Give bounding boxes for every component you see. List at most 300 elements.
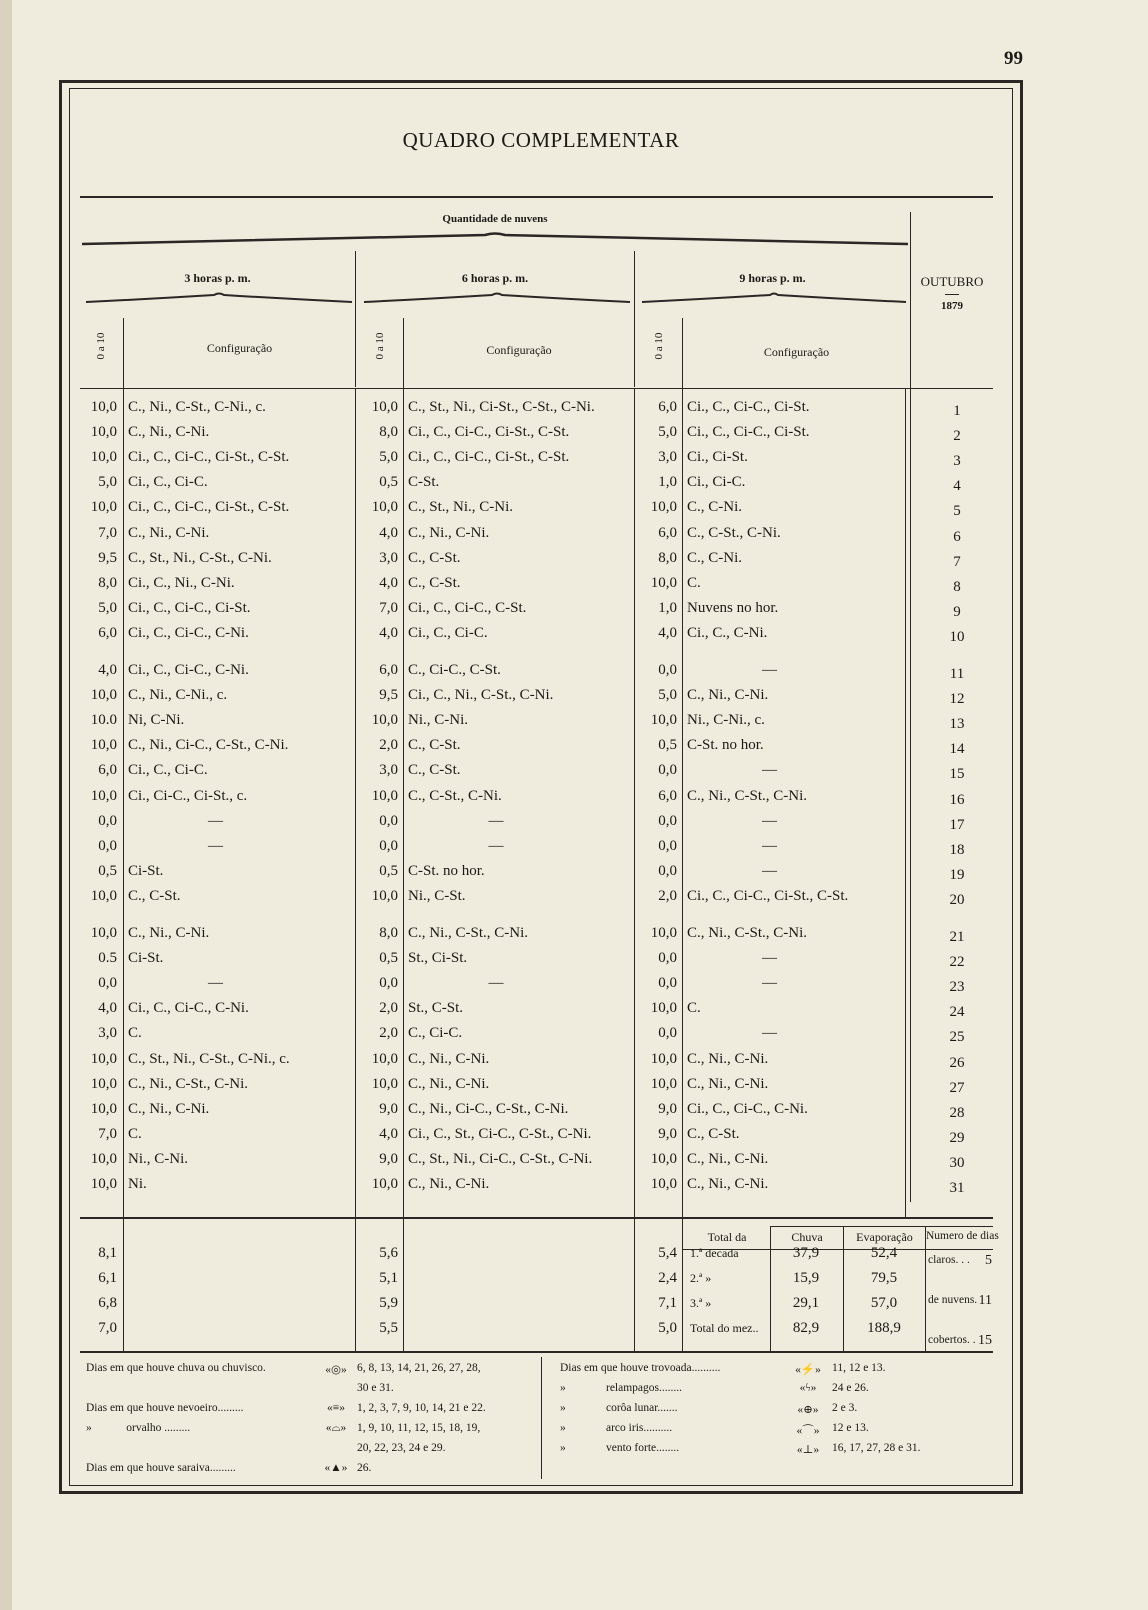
amount-9pm: 9,0 <box>658 1126 677 1142</box>
config-9pm: C. <box>687 1000 701 1016</box>
total-header: Total da <box>707 1230 747 1244</box>
day-number: 1 <box>953 403 961 419</box>
group-header: Quantidade de nuvens <box>442 213 548 225</box>
summary-header-top <box>770 1226 993 1227</box>
amount-9pm: 10,0 <box>650 925 677 941</box>
amount-6pm: 10,0 <box>371 1176 398 1192</box>
day-number: 23 <box>949 979 965 995</box>
amount-9pm: 10,0 <box>650 1000 677 1016</box>
evaporation-total: 57,0 <box>870 1295 898 1311</box>
amount-6pm: 2,0 <box>379 1000 398 1016</box>
config-9pm: C., C-Ni. <box>687 550 743 566</box>
amount-header-6pm: 0 a 10 <box>374 332 386 360</box>
config-3pm: Ci., Ci-C., Ci-St., c. <box>128 788 248 804</box>
day-number: 6 <box>953 529 961 545</box>
amount-3pm: 0.5 <box>98 950 117 966</box>
rain-total: 37,9 <box>792 1245 820 1261</box>
config-9pm: Ci., C., Ci-C., C-Ni. <box>687 1101 808 1117</box>
amount-9pm: 1,0 <box>658 474 677 490</box>
days-value: 11 <box>978 1293 992 1308</box>
config-9pm: Nuvens no hor. <box>687 600 779 616</box>
body-divider-c3 <box>355 389 356 1351</box>
body-divider-c6 <box>634 389 635 1351</box>
config-9pm: — <box>762 950 777 966</box>
amount-3pm: 8,0 <box>98 575 117 591</box>
day-number: 9 <box>953 604 961 620</box>
amount-6pm: 9,5 <box>379 687 398 703</box>
day-number: 2 <box>953 428 961 444</box>
config-9pm: C., Ni., C-Ni. <box>687 1076 769 1092</box>
amount-9pm: 1,0 <box>658 600 677 616</box>
average-3pm: 8,1 <box>98 1245 117 1261</box>
config-6pm: St., C-St. <box>408 1000 464 1016</box>
amount-6pm: 0,0 <box>379 813 398 829</box>
day-number: 16 <box>949 792 965 808</box>
amount-3pm: 10,0 <box>90 449 117 465</box>
amount-3pm: 9,5 <box>98 550 117 566</box>
amount-9pm: 3,0 <box>658 449 677 465</box>
header-bottom-rule <box>80 388 993 389</box>
days-header: Numero de dias <box>926 1230 999 1242</box>
footnote-days: 12 e 13. <box>832 1422 869 1434</box>
config-3pm: Ci., C., Ci-C. <box>128 474 208 490</box>
amount-6pm: 5,0 <box>379 449 398 465</box>
config-header-6pm: Configuração <box>486 343 552 357</box>
config-header-9pm: Configuração <box>763 345 830 359</box>
amount-9pm: 0,0 <box>658 975 677 991</box>
amount-9pm: 0,0 <box>658 813 677 829</box>
footnote-days: 2 e 3. <box>832 1402 858 1414</box>
footnote-days: 26. <box>357 1462 372 1474</box>
amount-3pm: 10,0 <box>90 499 117 515</box>
amount-6pm: 8,0 <box>379 424 398 440</box>
amount-6pm: 10,0 <box>371 888 398 904</box>
amount-6pm: 0,0 <box>379 975 398 991</box>
evaporation-total: 188,9 <box>867 1320 901 1336</box>
config-6pm: Ci., C., Ci-C. <box>408 625 488 641</box>
amount-3pm: 7,0 <box>98 525 117 541</box>
amount-3pm: 10,0 <box>90 788 117 804</box>
amount-3pm: 10,0 <box>90 687 117 703</box>
day-number: 21 <box>949 929 965 945</box>
amount-3pm: 10,0 <box>90 1076 117 1092</box>
amount-3pm: 10,0 <box>90 1101 117 1117</box>
amount-3pm: 10,0 <box>90 1051 117 1067</box>
config-9pm: C. <box>687 575 701 591</box>
config-9pm: — <box>762 863 777 879</box>
footnote-label: Dias em que houve chuva ou chuvisco. <box>86 1362 266 1374</box>
day-number: 5 <box>953 503 961 519</box>
config-6pm: Ci., C., Ni., C-St., C-Ni. <box>408 687 554 703</box>
amount-3pm: 10.0 <box>90 712 117 728</box>
amount-9pm: 4,0 <box>658 625 677 641</box>
average-6pm: 5,1 <box>379 1270 398 1286</box>
summary-divider-a3 <box>123 1219 124 1351</box>
config-3pm: C., Ni., C-Ni. <box>128 1101 210 1117</box>
period-brace-9pm <box>640 292 908 304</box>
days-value: 5 <box>985 1253 992 1268</box>
day-number: 31 <box>949 1180 965 1196</box>
config-6pm: Ni., C-Ni. <box>408 712 468 728</box>
average-9pm: 7,1 <box>658 1295 677 1311</box>
weather-symbol-icon: «⊕» <box>797 1404 819 1416</box>
config-header-3pm: Configuração <box>206 341 273 355</box>
average-6pm: 5,6 <box>379 1245 398 1261</box>
month-column-divider <box>910 212 911 1202</box>
config-6pm: C., Ci-C., C-St. <box>408 662 501 678</box>
day-number: 29 <box>949 1130 965 1146</box>
amount-9pm: 9,0 <box>658 1101 677 1117</box>
amount-9pm: 0,0 <box>658 863 677 879</box>
weather-symbol-icon: «⌓» <box>325 1422 347 1434</box>
amount-6pm: 7,0 <box>379 600 398 616</box>
evaporation-header: Evaporação <box>856 1230 913 1244</box>
amount-6pm: 9,0 <box>379 1101 398 1117</box>
config-3pm: C., Ni., C-St., C-Ni. <box>128 1076 249 1092</box>
amount-9pm: 0,0 <box>658 838 677 854</box>
group-brace <box>80 232 910 246</box>
footnote-days: 1, 9, 10, 11, 12, 15, 18, 19, <box>357 1422 481 1434</box>
config-3pm: Ci., C., Ci-C., C-Ni. <box>128 662 249 678</box>
rain-total: 15,9 <box>792 1270 820 1286</box>
average-9pm: 5,0 <box>658 1320 677 1336</box>
day-number: 20 <box>949 892 965 908</box>
config-6pm: C-St. <box>408 474 440 490</box>
amount-6pm: 4,0 <box>379 525 398 541</box>
day-number: 15 <box>949 766 965 782</box>
evaporation-total: 52,4 <box>870 1245 898 1261</box>
config-6pm: C., Ni., C-St., C-Ni. <box>408 925 529 941</box>
amount-6pm: 0,0 <box>379 838 398 854</box>
config-6pm: C., Ni., C-Ni. <box>408 1176 490 1192</box>
footnote-label: Dias em que houve saraiva......... <box>86 1462 236 1474</box>
amount-6pm: 9,0 <box>379 1151 398 1167</box>
config-3pm: C. <box>128 1025 142 1041</box>
config-3pm: C., Ni., C-Ni., c. <box>128 687 228 703</box>
config-9pm: Ci., C., Ci-C., Ci-St. <box>687 424 810 440</box>
day-number: 13 <box>949 716 965 732</box>
config-3pm: — <box>208 838 223 854</box>
weather-symbol-icon: «▲» <box>324 1462 348 1474</box>
day-number: 19 <box>949 867 965 883</box>
config-6pm: — <box>488 838 504 854</box>
config-9pm: C., Ni., C-St., C-Ni. <box>687 788 808 804</box>
footnote-label: » relampagos........ <box>560 1382 683 1394</box>
amount-9pm: 6,0 <box>658 788 677 804</box>
amount-3pm: 0,0 <box>98 813 117 829</box>
amount-3pm: 10,0 <box>90 925 117 941</box>
month-rule <box>945 294 959 295</box>
config-9pm: — <box>762 662 777 678</box>
config-3pm: Ci., C., Ci-C. <box>128 762 208 778</box>
day-number: 30 <box>949 1155 965 1171</box>
config-9pm: C., Ni., C-Ni. <box>687 1176 769 1192</box>
amount-9pm: 5,0 <box>658 424 677 440</box>
config-3pm: Ci., C., Ci-C., Ci-St., C-St. <box>128 499 290 515</box>
amount-6pm: 10,0 <box>371 499 398 515</box>
days-label: claros. . . <box>928 1254 970 1266</box>
days-label: de nuvens. <box>928 1294 978 1306</box>
amount-9pm: 6,0 <box>658 399 677 415</box>
day-number: 24 <box>949 1004 965 1020</box>
day-number: 22 <box>949 954 965 970</box>
weather-symbol-icon: «≡» <box>327 1402 345 1414</box>
amount-3pm: 4,0 <box>98 662 117 678</box>
summary-period-label: Total do mez.. <box>690 1321 759 1335</box>
config-6pm: C., St., Ni., Ci-C., C-St., C-Ni. <box>408 1151 593 1167</box>
amount-9pm: 10,0 <box>650 1076 677 1092</box>
amount-6pm: 10,0 <box>371 712 398 728</box>
day-number: 28 <box>949 1105 965 1121</box>
weather-symbol-icon: «⌒» <box>796 1425 820 1437</box>
config-6pm: C., C-St. <box>408 575 461 591</box>
amount-9pm: 10,0 <box>650 1151 677 1167</box>
amount-6pm: 4,0 <box>379 1126 398 1142</box>
config-6pm: Ci., C., Ci-C., C-St. <box>408 600 527 616</box>
summary-period-label: 3.ª » <box>690 1296 712 1310</box>
amount-6pm: 0,5 <box>379 474 398 490</box>
weather-symbol-icon: «◎» <box>325 1364 347 1376</box>
footnote-days: 11, 12 e 13. <box>832 1362 886 1374</box>
period-header-9pm: 9 horas p. m. <box>739 271 806 285</box>
config-9pm: — <box>762 838 777 854</box>
amount-3pm: 10,0 <box>90 424 117 440</box>
config-9pm: Ci., C., C-Ni. <box>687 625 768 641</box>
config-9pm: C-St. no hor. <box>687 737 764 753</box>
config-3pm: Ci., C., Ci-C., Ci-St. <box>128 600 251 616</box>
footnote-days: 16, 17, 27, 28 e 31. <box>832 1442 921 1454</box>
config-6pm: C., Ci-C. <box>408 1025 463 1041</box>
amount-9pm: 10,0 <box>650 499 677 515</box>
config-6pm: C., C-St. <box>408 550 461 566</box>
config-3pm: C., C-St. <box>128 888 181 904</box>
day-number: 26 <box>949 1055 965 1071</box>
day-number: 3 <box>953 453 961 469</box>
config-3pm: C., Ni., Ci-C., C-St., C-Ni. <box>128 737 289 753</box>
summary-top-rule <box>80 1217 993 1219</box>
footnote-top-rule <box>80 1351 993 1353</box>
year-header: 1879 <box>941 300 963 312</box>
amount-3pm: 3,0 <box>98 1025 117 1041</box>
body-divider-a3 <box>123 389 124 1217</box>
amount-6pm: 3,0 <box>379 550 398 566</box>
config-9pm: Ci., C., Ci-C., Ci-St. <box>687 399 810 415</box>
weather-symbol-icon: «ϟ» <box>799 1382 817 1394</box>
config-9pm: Ni., C-Ni., c. <box>687 712 765 728</box>
footnote-label: Dias em que houve trovoada.......... <box>560 1362 721 1374</box>
config-3pm: C. <box>128 1126 142 1142</box>
day-number: 25 <box>949 1029 965 1045</box>
day-number: 17 <box>949 817 965 833</box>
average-9pm: 2,4 <box>658 1270 677 1286</box>
config-6pm: C., C-St. <box>408 737 461 753</box>
day-number: 11 <box>949 666 965 682</box>
amount-6pm: 10,0 <box>371 399 398 415</box>
amount-3pm: 0,0 <box>98 838 117 854</box>
config-9pm: — <box>762 813 777 829</box>
config-3pm: Ci., C., Ci-C., Ci-St., C-St. <box>128 449 290 465</box>
config-9pm: — <box>762 762 777 778</box>
config-9pm: C., Ni., C-St., C-Ni. <box>687 925 808 941</box>
footnote-days: 1, 2, 3, 7, 9, 10, 14, 21 e 22. <box>357 1402 486 1414</box>
amount-6pm: 10,0 <box>371 788 398 804</box>
config-3pm: Ci-St. <box>128 950 164 966</box>
amount-6pm: 4,0 <box>379 575 398 591</box>
amount-9pm: 2,0 <box>658 888 677 904</box>
day-number: 14 <box>949 741 965 757</box>
page-title: QUADRO COMPLEMENTAR <box>402 128 680 152</box>
average-3pm: 6,8 <box>98 1295 117 1311</box>
amount-9pm: 0,0 <box>658 1025 677 1041</box>
config-9pm: C., C-Ni. <box>687 499 743 515</box>
weather-symbol-icon: «⊥» <box>796 1444 820 1456</box>
period-header-3pm: 3 horas p. m. <box>184 271 251 285</box>
amount-3pm: 10,0 <box>90 1151 117 1167</box>
config-6pm: C., Ni., C-Ni. <box>408 525 490 541</box>
amount-6pm: 3,0 <box>379 762 398 778</box>
config-6pm: C., St., Ni., C-Ni. <box>408 499 514 515</box>
amount-3pm: 10,0 <box>90 399 117 415</box>
period-header-6pm: 6 horas p. m. <box>461 271 529 285</box>
average-9pm: 5,4 <box>658 1245 677 1261</box>
amount-9pm: 0,5 <box>658 737 677 753</box>
config-9pm: — <box>762 1025 777 1041</box>
period-brace-6pm <box>362 292 632 304</box>
amount-9pm: 6,0 <box>658 525 677 541</box>
config-3pm: C., Ni., C-Ni. <box>128 925 210 941</box>
amount-6pm: 10,0 <box>371 1051 398 1067</box>
day-number: 27 <box>949 1080 965 1096</box>
body-divider-c9 <box>905 389 906 1217</box>
header-top-rule <box>80 196 993 198</box>
period-brace-3pm <box>84 292 354 304</box>
config-3pm: Ni, C-Ni. <box>128 712 185 728</box>
config-6pm: C., Ni., C-Ni. <box>408 1051 490 1067</box>
amount-9pm: 0,0 <box>658 950 677 966</box>
config-3pm: C., Ni., C-Ni. <box>128 525 210 541</box>
amount-9pm: 10,0 <box>650 1176 677 1192</box>
amount-6pm: 0,5 <box>379 863 398 879</box>
config-3pm: C., St., Ni., C-St., C-Ni. <box>128 550 272 566</box>
page-number: 99 <box>1004 48 1023 69</box>
config-3pm: C., Ni., C-Ni. <box>128 424 210 440</box>
footnote-label: » arco iris.......... <box>560 1422 673 1434</box>
average-6pm: 5,5 <box>379 1320 398 1336</box>
day-number: 8 <box>953 579 961 595</box>
config-3pm: Ci-St. <box>128 863 164 879</box>
amount-9pm: 8,0 <box>658 550 677 566</box>
amount-header-9pm: 0 a 10 <box>653 332 665 360</box>
amount-3pm: 0,0 <box>98 975 117 991</box>
rain-header: Chuva <box>791 1230 823 1244</box>
config-9pm: C., Ni., C-Ni. <box>687 1151 769 1167</box>
config-9pm: C., Ni., C-Ni. <box>687 687 769 703</box>
config-3pm: C., Ni., C-St., C-Ni., c. <box>128 399 266 415</box>
average-3pm: 7,0 <box>98 1320 117 1336</box>
amount-6pm: 4,0 <box>379 625 398 641</box>
footnote-days: 6, 8, 13, 14, 21, 26, 27, 28, <box>357 1362 481 1374</box>
amount-3pm: 5,0 <box>98 474 117 490</box>
footnote-days: 20, 22, 23, 24 e 29. <box>357 1442 446 1454</box>
config-6pm: St., Ci-St. <box>408 950 468 966</box>
config-3pm: Ci., C., Ni., C-Ni. <box>128 575 235 591</box>
month-header: OUTUBRO <box>920 274 984 289</box>
evaporation-total: 79,5 <box>870 1270 898 1286</box>
day-number: 12 <box>949 691 965 707</box>
day-number: 7 <box>953 554 961 570</box>
amount-header-3pm: 0 a 10 <box>95 332 107 360</box>
days-value: 15 <box>978 1333 992 1348</box>
amount-6pm: 6,0 <box>379 662 398 678</box>
config-6pm: C., C-St., C-Ni. <box>408 788 502 804</box>
amount-6pm: 2,0 <box>379 737 398 753</box>
config-3pm: Ci., C., Ci-C., C-Ni. <box>128 1000 249 1016</box>
amount-3pm: 10,0 <box>90 737 117 753</box>
config-6pm: — <box>488 975 504 991</box>
config-9pm: C., C-St. <box>687 1126 740 1142</box>
amount-6pm: 10,0 <box>371 1076 398 1092</box>
amount-3pm: 10,0 <box>90 1176 117 1192</box>
body-divider-a9 <box>682 389 683 1351</box>
config-9pm: Ci., C., Ci-C., Ci-St., C-St. <box>687 888 849 904</box>
config-6pm: C., C-St. <box>408 762 461 778</box>
average-6pm: 5,9 <box>379 1295 398 1311</box>
config-6pm: Ni., C-St. <box>408 888 466 904</box>
footnote-label: » vento forte........ <box>560 1442 680 1454</box>
config-3pm: C., St., Ni., C-St., C-Ni., c. <box>128 1051 290 1067</box>
config-3pm: — <box>208 975 223 991</box>
amount-3pm: 5,0 <box>98 600 117 616</box>
summary-period-label: 2.ª » <box>690 1271 712 1285</box>
amount-9pm: 0,0 <box>658 662 677 678</box>
average-3pm: 6,1 <box>98 1270 117 1286</box>
amount-3pm: 6,0 <box>98 762 117 778</box>
config-6pm: — <box>488 813 504 829</box>
config-6pm: Ci., C., Ci-C., Ci-St., C-St. <box>408 424 570 440</box>
footnote-days: 30 e 31. <box>357 1382 394 1394</box>
amount-9pm: 10,0 <box>650 1051 677 1067</box>
config-9pm: C., C-St., C-Ni. <box>687 525 781 541</box>
amount-3pm: 4,0 <box>98 1000 117 1016</box>
amount-3pm: 10,0 <box>90 888 117 904</box>
config-3pm: Ni., C-Ni. <box>128 1151 188 1167</box>
rain-total: 82,9 <box>792 1320 820 1336</box>
amount-6pm: 2,0 <box>379 1025 398 1041</box>
day-number: 4 <box>953 478 961 494</box>
amount-9pm: 5,0 <box>658 687 677 703</box>
footnote-days: 24 e 26. <box>832 1382 869 1394</box>
day-number: 10 <box>949 629 965 645</box>
amount-6pm: 8,0 <box>379 925 398 941</box>
day-number: 18 <box>949 842 965 858</box>
footnote-label: » orvalho ......... <box>86 1422 191 1434</box>
days-label: cobertos. . <box>928 1334 976 1346</box>
amount-9pm: 0,0 <box>658 762 677 778</box>
amount-3pm: 0,5 <box>98 863 117 879</box>
amount-9pm: 10,0 <box>650 712 677 728</box>
config-6pm: Ci., C., St., Ci-C., C-St., C-Ni. <box>408 1126 592 1142</box>
summary-divider-days <box>925 1226 926 1351</box>
config-9pm: Ci., Ci-C. <box>687 474 746 490</box>
config-6pm: C-St. no hor. <box>408 863 485 879</box>
footnote-label: Dias em que houve nevoeiro......... <box>86 1402 244 1414</box>
weather-symbol-icon: «⚡» <box>795 1364 821 1376</box>
config-9pm: C., Ni., C-Ni. <box>687 1051 769 1067</box>
rain-total: 29,1 <box>792 1295 820 1311</box>
config-9pm: Ci., Ci-St. <box>687 449 748 465</box>
summary-period-label: 1.ª decada <box>690 1246 739 1260</box>
config-3pm: Ci., C., Ci-C., C-Ni. <box>128 625 249 641</box>
